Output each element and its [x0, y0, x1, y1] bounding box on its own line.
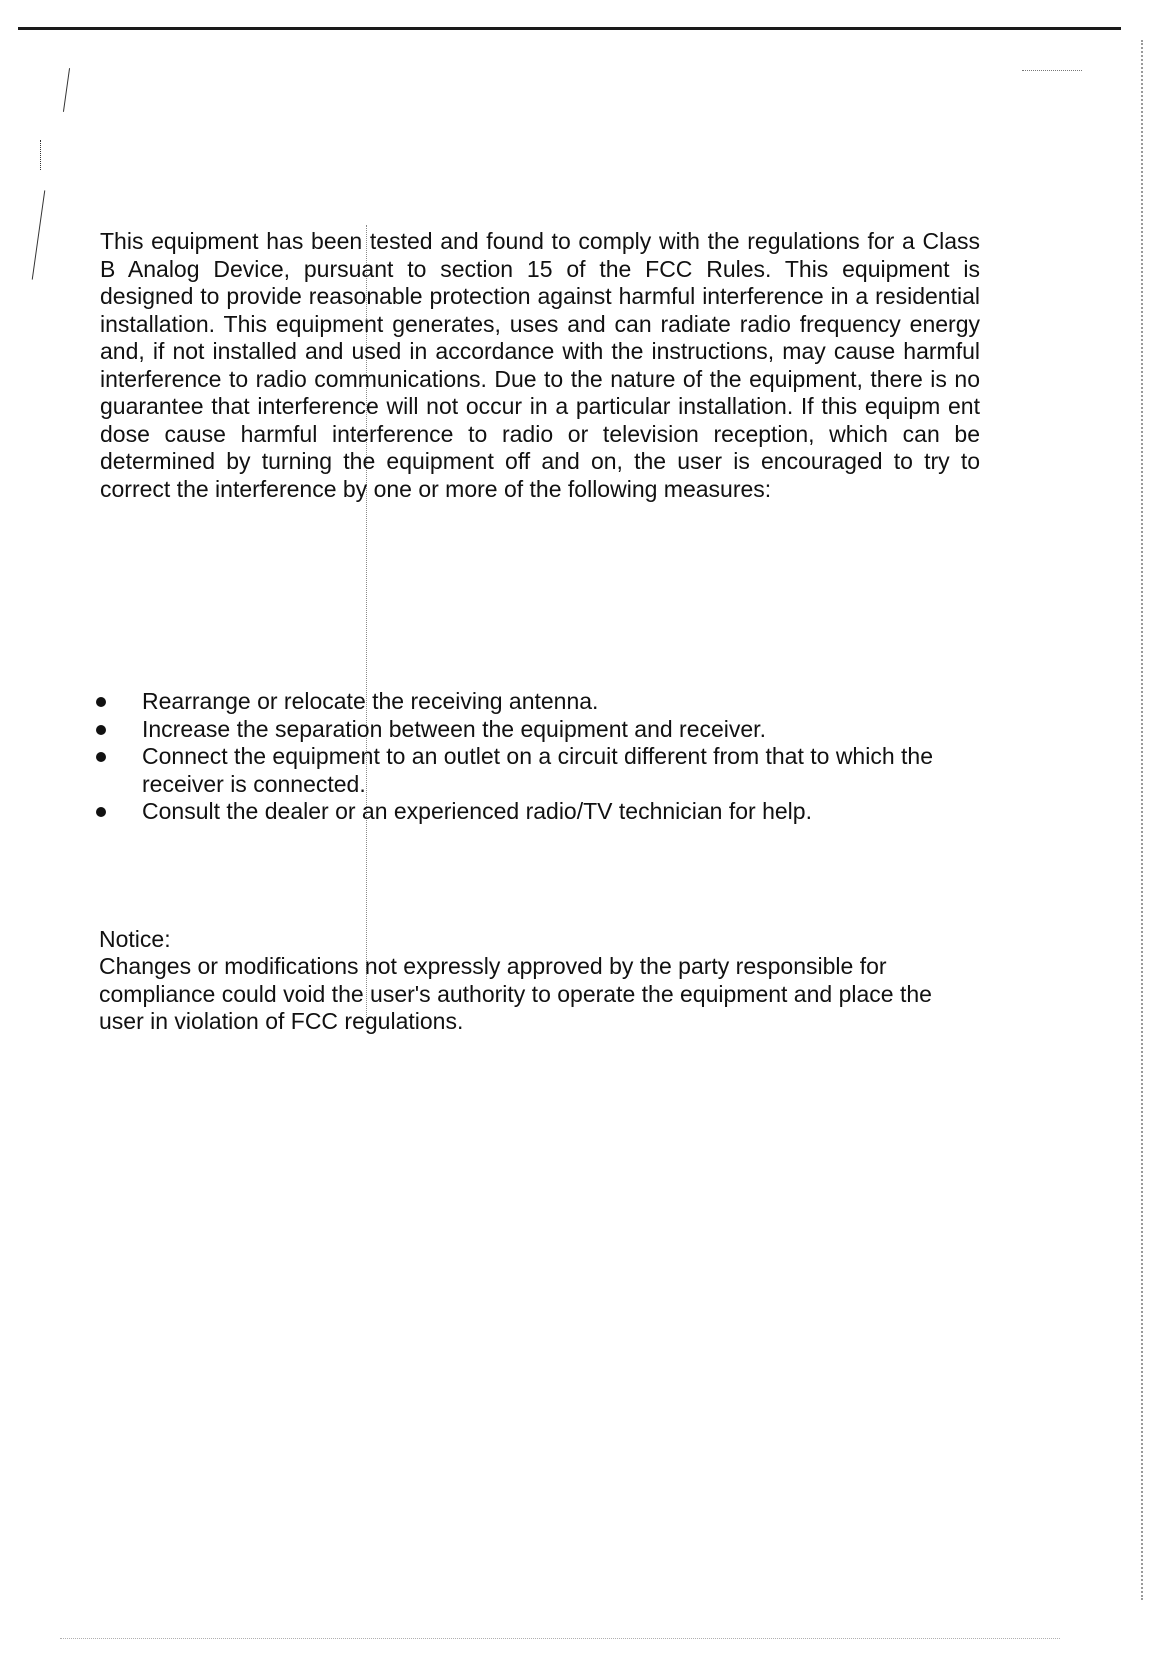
- top-border-rule: [18, 27, 1121, 30]
- scan-right-edge: [1141, 40, 1143, 1600]
- list-item: [96, 716, 996, 744]
- list-item: [96, 688, 996, 716]
- list-item-text: Connect the equipment to an outlet on a circuit different from that to which the receiver is connected.: [142, 743, 933, 797]
- list-item-text: Consult the dealer or an experienced radio/TV technician for help.: [142, 798, 812, 824]
- fcc-compliance-paragraph: This equipment has been tested and found to comply with the regulations for a Class B Analog Device, pursuant to section 15 of the FCC Rules. This equipment is designed to provide reasonable protection against harmful interference in a residential installation. This equipment generates, uses and can radiate radio frequency energy and, if not installed and used in accordance with the instructions, may cause harmful interference to radio communications. Due to the nature of the equipment, there is no guarantee that interference will not occur in a particular installation. If this equipm ent dose cause harmful interference to radio or television reception, which can be determined by turning the equipment off and on, the user is encouraged to try to correct the interference by one or more of the following measures:: [100, 228, 980, 502]
- bullet-icon: [96, 752, 106, 762]
- scan-left-mark-3: [32, 190, 46, 279]
- scan-left-mark-2: [40, 140, 41, 170]
- measures-list: [96, 688, 996, 826]
- scan-left-mark-1: [63, 68, 70, 112]
- bullet-icon: [96, 725, 106, 735]
- list-item: [96, 798, 996, 826]
- bullet-icon: [96, 807, 106, 817]
- notice-heading: Notice:: [99, 926, 171, 952]
- scan-corner-mark: [1022, 70, 1082, 71]
- list-item: [96, 743, 996, 798]
- list-item-text: Rearrange or relocate the receiving antenna.: [142, 688, 599, 714]
- notice-body: Changes or modifications not expressly approved by the party responsible for compliance could void the user's authority to operate the equipment and place the user in violation of FCC regulations.: [99, 953, 932, 1034]
- scan-bottom-edge: [60, 1638, 1060, 1639]
- list-item-text: Increase the separation between the equipment and receiver.: [142, 715, 766, 742]
- bullet-icon: [96, 697, 106, 707]
